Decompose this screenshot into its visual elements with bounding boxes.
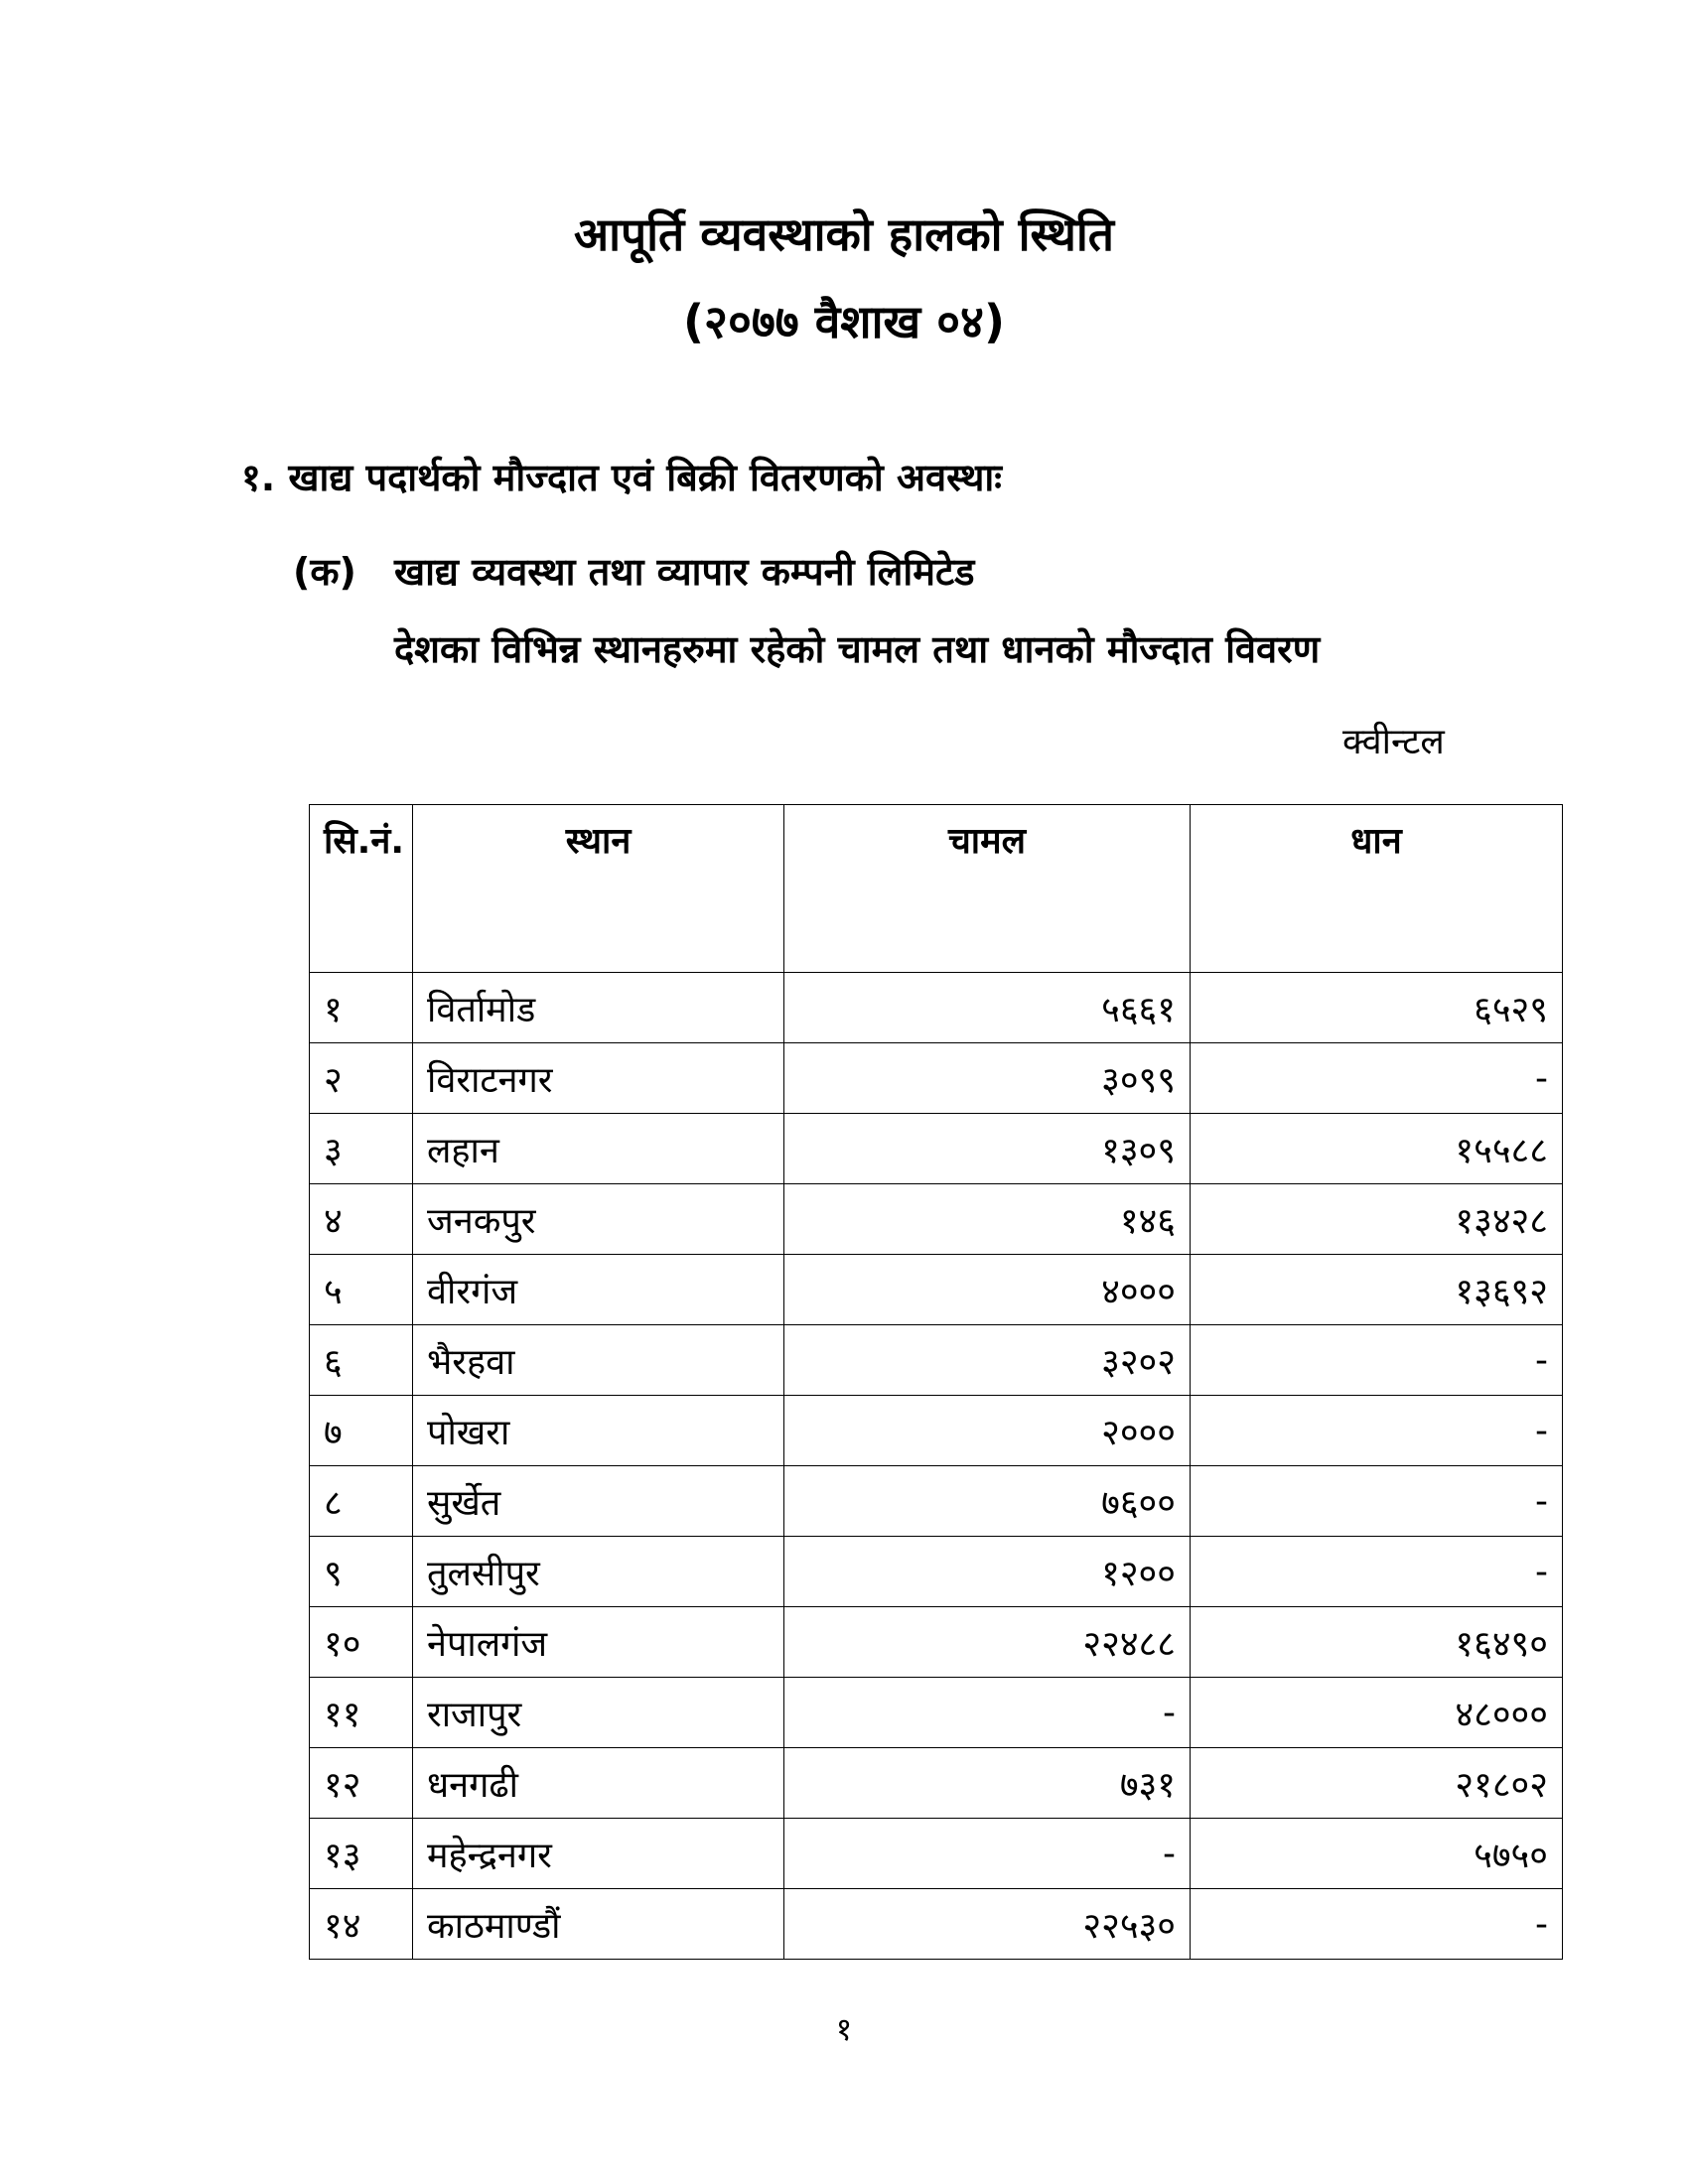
cell-serial-number: ८ bbox=[310, 1466, 413, 1537]
header-place: स्थान bbox=[413, 805, 784, 973]
cell-place: राजापुर bbox=[413, 1678, 784, 1748]
subsection-organization: खाद्य व्यवस्था तथा व्यापार कम्पनी लिमिटेड bbox=[394, 550, 975, 594]
cell-rice: ३०९९ bbox=[784, 1043, 1191, 1114]
cell-paddy: १५५८८ bbox=[1191, 1114, 1563, 1184]
cell-rice: १४६ bbox=[784, 1184, 1191, 1255]
table-row bbox=[310, 1607, 1563, 1678]
cell-serial-number: १२ bbox=[310, 1748, 413, 1819]
cell-serial-number: १३ bbox=[310, 1819, 413, 1889]
cell-serial-number: ११ bbox=[310, 1678, 413, 1748]
cell-place: महेन्द्रनगर bbox=[413, 1819, 784, 1889]
cell-place: विर्तामोड bbox=[413, 973, 784, 1043]
cell-place: काठमाण्डौं bbox=[413, 1889, 784, 1960]
cell-rice: १२०० bbox=[784, 1537, 1191, 1607]
cell-paddy: - bbox=[1191, 1325, 1563, 1396]
section-heading: १. खाद्य पदार्थको मौज्दात एवं बिक्री वितरणको अवस्थाः bbox=[241, 456, 1002, 499]
cell-rice: - bbox=[784, 1819, 1191, 1889]
cell-paddy: १६४९० bbox=[1191, 1607, 1563, 1678]
table-row bbox=[310, 1819, 1563, 1889]
unit-label: क्वीन्टल bbox=[1342, 722, 1445, 762]
table-row bbox=[310, 1748, 1563, 1819]
cell-place: नेपालगंज bbox=[413, 1607, 784, 1678]
cell-paddy: - bbox=[1191, 1889, 1563, 1960]
page-number: १ bbox=[835, 2010, 853, 2048]
cell-paddy: - bbox=[1191, 1396, 1563, 1466]
cell-rice: २००० bbox=[784, 1396, 1191, 1466]
cell-paddy: १३६९२ bbox=[1191, 1255, 1563, 1325]
cell-place: सुर्खेत bbox=[413, 1466, 784, 1537]
cell-serial-number: १० bbox=[310, 1607, 413, 1678]
table-row bbox=[310, 1114, 1563, 1184]
cell-serial-number: ७ bbox=[310, 1396, 413, 1466]
cell-place: जनकपुर bbox=[413, 1184, 784, 1255]
table-row bbox=[310, 1325, 1563, 1396]
cell-serial-number: ९ bbox=[310, 1537, 413, 1607]
stock-table bbox=[309, 804, 1563, 1960]
cell-rice: ५६६१ bbox=[784, 973, 1191, 1043]
cell-paddy: २१८०२ bbox=[1191, 1748, 1563, 1819]
header-paddy: धान bbox=[1191, 805, 1563, 973]
subsection-label: (क) bbox=[293, 550, 356, 594]
table-header-row bbox=[310, 805, 1563, 973]
document-date: (२०७७ वैशाख ०४) bbox=[683, 295, 1005, 348]
cell-rice: ७३१ bbox=[784, 1748, 1191, 1819]
cell-place: तुलसीपुर bbox=[413, 1537, 784, 1607]
table-body bbox=[310, 973, 1563, 1960]
table-row bbox=[310, 1889, 1563, 1960]
cell-serial-number: २ bbox=[310, 1043, 413, 1114]
cell-rice: - bbox=[784, 1678, 1191, 1748]
cell-rice: ३२०२ bbox=[784, 1325, 1191, 1396]
cell-serial-number: १ bbox=[310, 973, 413, 1043]
cell-place: लहान bbox=[413, 1114, 784, 1184]
cell-serial-number: ४ bbox=[310, 1184, 413, 1255]
cell-rice: २२४८८ bbox=[784, 1607, 1191, 1678]
cell-place: धनगढी bbox=[413, 1748, 784, 1819]
cell-serial-number: ६ bbox=[310, 1325, 413, 1396]
cell-rice: १३०९ bbox=[784, 1114, 1191, 1184]
cell-rice: ७६०० bbox=[784, 1466, 1191, 1537]
cell-place: विराटनगर bbox=[413, 1043, 784, 1114]
table-row bbox=[310, 973, 1563, 1043]
header-serial-number: सि.नं. bbox=[310, 805, 413, 973]
cell-paddy: ६५२९ bbox=[1191, 973, 1563, 1043]
table-row bbox=[310, 1255, 1563, 1325]
header-rice: चामल bbox=[784, 805, 1191, 973]
table-row bbox=[310, 1184, 1563, 1255]
cell-place: पोखरा bbox=[413, 1396, 784, 1466]
table-row bbox=[310, 1537, 1563, 1607]
subsection-description: देशका विभिन्न स्थानहरुमा रहेको चामल तथा धानको मौज्दात विवरण bbox=[394, 627, 1321, 671]
cell-place: भैरहवा bbox=[413, 1325, 784, 1396]
cell-rice: २२५३० bbox=[784, 1889, 1191, 1960]
cell-serial-number: १४ bbox=[310, 1889, 413, 1960]
table-row bbox=[310, 1466, 1563, 1537]
document-title: आपूर्ति व्यवस्थाको हालको स्थिति bbox=[573, 207, 1115, 261]
cell-place: वीरगंज bbox=[413, 1255, 784, 1325]
cell-paddy: १३४२८ bbox=[1191, 1184, 1563, 1255]
table-row bbox=[310, 1678, 1563, 1748]
cell-paddy: - bbox=[1191, 1466, 1563, 1537]
cell-rice: ४००० bbox=[784, 1255, 1191, 1325]
cell-paddy: - bbox=[1191, 1043, 1563, 1114]
cell-paddy: ५७५० bbox=[1191, 1819, 1563, 1889]
cell-serial-number: ५ bbox=[310, 1255, 413, 1325]
table-row bbox=[310, 1396, 1563, 1466]
cell-paddy: ४८००० bbox=[1191, 1678, 1563, 1748]
cell-serial-number: ३ bbox=[310, 1114, 413, 1184]
cell-paddy: - bbox=[1191, 1537, 1563, 1607]
table-row bbox=[310, 1043, 1563, 1114]
